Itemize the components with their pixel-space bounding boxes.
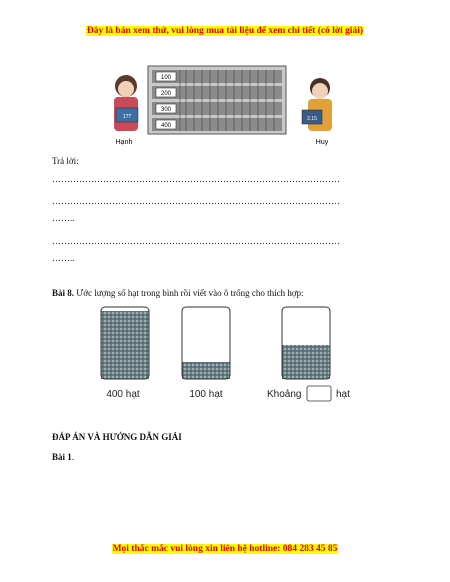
- shelf-label-1: 100: [160, 75, 172, 81]
- answer-line-2-cont: ……..: [52, 213, 75, 223]
- jar-full: [101, 307, 149, 379]
- bead-jars: [95, 303, 365, 409]
- exercise-8-question: Ước lượng số hạt trong bình rồi viết vào ô trống cho thích hợp:: [74, 288, 304, 298]
- preview-banner: [0, 26, 450, 36]
- jar-3-prefix: Khoảng: [267, 389, 302, 400]
- exercise-8-prompt: [52, 288, 304, 298]
- bai-1-dot: .: [71, 452, 75, 462]
- answer-line-2: ……………………………………………………………………………………: [52, 196, 340, 206]
- hotline-banner: [0, 544, 450, 554]
- answer-label: Trả lời:: [52, 156, 79, 166]
- shelf-label-2: 200: [160, 91, 172, 97]
- bai-1-heading: [52, 452, 74, 462]
- answer-box[interactable]: [307, 386, 331, 401]
- jar-2-label: 100 hạt: [189, 389, 223, 400]
- answer-line-3: ……………………………………………………………………………………: [52, 236, 340, 246]
- answer-line-3-cont: ……..: [52, 253, 75, 263]
- girl-book-label: 1??: [122, 114, 132, 120]
- jar-3-suffix: hạt: [336, 389, 350, 400]
- boy-figure: [302, 78, 332, 131]
- jar-quarter: [182, 307, 230, 379]
- name-hanh: Hạnh: [115, 139, 133, 146]
- preview-banner-text: Đây là bản xem thử, vui lòng mua tài liệu để xem chi tiết (có lời giải): [86, 26, 364, 36]
- bookshelf-illustration: [102, 64, 348, 146]
- bai-1-label: Bài 1: [52, 452, 72, 462]
- answer-line-1: ……………………………………………………………………………………: [52, 174, 340, 184]
- girl-figure: [114, 75, 138, 131]
- exercise-8-number: Bài 8.: [52, 288, 75, 298]
- jar-1-label: 400 hạt: [106, 389, 140, 400]
- name-huy: Huy: [315, 139, 329, 146]
- hotline-banner-text: Mọi thắc mắc vui lòng xin liên hệ hotline: 084 283 45 85: [112, 544, 338, 554]
- shelf-label-4: 400: [160, 123, 172, 129]
- shelf-label-3: 300: [160, 107, 172, 113]
- boy-book-label: 2.15: [307, 116, 317, 122]
- solutions-heading: ĐÁP ÁN VÀ HƯỚNG DẪN GIẢI: [52, 432, 182, 442]
- jar-half: [282, 307, 330, 379]
